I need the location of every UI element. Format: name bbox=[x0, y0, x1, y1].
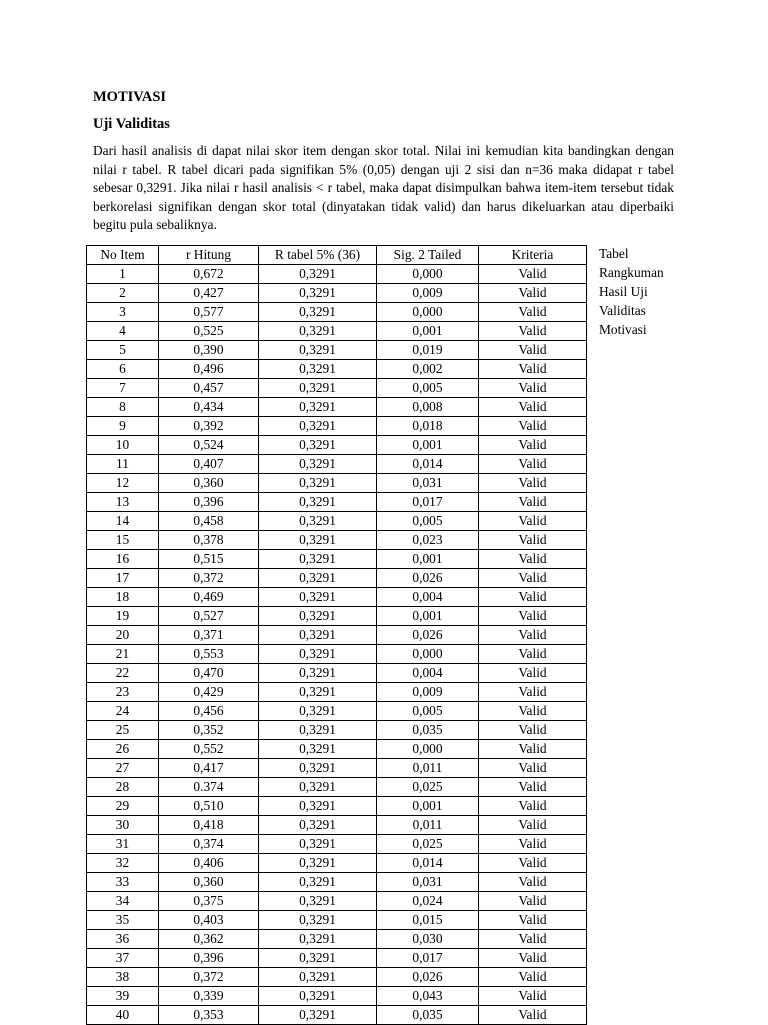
cell-r-tabel: 0,3291 bbox=[259, 265, 377, 284]
cell-kriteria: Valid bbox=[479, 987, 587, 1006]
cell-r-hitung: 0,353 bbox=[159, 1006, 259, 1025]
header-sig: Sig. 2 Tailed bbox=[377, 246, 479, 265]
cell-item-number: 5 bbox=[87, 341, 159, 360]
cell-sig-2-tailed: 0,008 bbox=[377, 398, 479, 417]
cell-item-number: 7 bbox=[87, 379, 159, 398]
cell-item-number: 8 bbox=[87, 398, 159, 417]
cell-r-tabel: 0,3291 bbox=[259, 398, 377, 417]
cell-r-hitung: 0,378 bbox=[159, 531, 259, 550]
cell-sig-2-tailed: 0,000 bbox=[377, 303, 479, 322]
cell-r-hitung: 0,396 bbox=[159, 493, 259, 512]
table-row bbox=[87, 759, 587, 778]
cell-r-hitung: 0,456 bbox=[159, 702, 259, 721]
cell-kriteria: Valid bbox=[479, 892, 587, 911]
cell-r-hitung: 0,372 bbox=[159, 569, 259, 588]
cell-r-tabel: 0,3291 bbox=[259, 417, 377, 436]
cell-item-number: 26 bbox=[87, 740, 159, 759]
cell-r-tabel: 0,3291 bbox=[259, 911, 377, 930]
header-kriteria: Kriteria bbox=[479, 246, 587, 265]
cell-sig-2-tailed: 0,024 bbox=[377, 892, 479, 911]
cell-r-tabel: 0,3291 bbox=[259, 778, 377, 797]
cell-r-hitung: 0,577 bbox=[159, 303, 259, 322]
table-row bbox=[87, 550, 587, 569]
table-row bbox=[87, 797, 587, 816]
cell-kriteria: Valid bbox=[479, 968, 587, 987]
cell-item-number: 39 bbox=[87, 987, 159, 1006]
section-subtitle: Uji Validitas bbox=[93, 116, 170, 132]
table-row bbox=[87, 360, 587, 379]
table-header-row bbox=[87, 246, 587, 265]
table-row bbox=[87, 569, 587, 588]
cell-sig-2-tailed: 0,018 bbox=[377, 417, 479, 436]
cell-r-tabel: 0,3291 bbox=[259, 968, 377, 987]
cell-kriteria: Valid bbox=[479, 664, 587, 683]
table-row bbox=[87, 683, 587, 702]
cell-sig-2-tailed: 0,005 bbox=[377, 379, 479, 398]
cell-kriteria: Valid bbox=[479, 721, 587, 740]
table-row bbox=[87, 721, 587, 740]
cell-kriteria: Valid bbox=[479, 398, 587, 417]
header-no-item: No Item bbox=[87, 246, 159, 265]
cell-r-hitung: 0,371 bbox=[159, 626, 259, 645]
table-row bbox=[87, 892, 587, 911]
table-row bbox=[87, 588, 587, 607]
cell-item-number: 33 bbox=[87, 873, 159, 892]
cell-sig-2-tailed: 0,017 bbox=[377, 949, 479, 968]
cell-sig-2-tailed: 0,009 bbox=[377, 683, 479, 702]
cell-kriteria: Valid bbox=[479, 911, 587, 930]
cell-r-tabel: 0,3291 bbox=[259, 816, 377, 835]
cell-sig-2-tailed: 0,043 bbox=[377, 987, 479, 1006]
cell-item-number: 17 bbox=[87, 569, 159, 588]
cell-sig-2-tailed: 0,017 bbox=[377, 493, 479, 512]
cell-sig-2-tailed: 0,035 bbox=[377, 1006, 479, 1025]
cell-item-number: 37 bbox=[87, 949, 159, 968]
table-row bbox=[87, 322, 587, 341]
cell-kriteria: Valid bbox=[479, 341, 587, 360]
cell-r-hitung: 0,496 bbox=[159, 360, 259, 379]
cell-item-number: 4 bbox=[87, 322, 159, 341]
table-row bbox=[87, 835, 587, 854]
header-r-tabel: R tabel 5% (36) bbox=[259, 246, 377, 265]
cell-r-hitung: 0,360 bbox=[159, 474, 259, 493]
table-row bbox=[87, 740, 587, 759]
cell-r-tabel: 0,3291 bbox=[259, 626, 377, 645]
cell-item-number: 34 bbox=[87, 892, 159, 911]
table-row bbox=[87, 968, 587, 987]
cell-r-hitung: 0,374 bbox=[159, 835, 259, 854]
table-row bbox=[87, 455, 587, 474]
cell-r-tabel: 0,3291 bbox=[259, 569, 377, 588]
cell-sig-2-tailed: 0,023 bbox=[377, 531, 479, 550]
cell-kriteria: Valid bbox=[479, 816, 587, 835]
cell-r-hitung: 0,457 bbox=[159, 379, 259, 398]
cell-r-tabel: 0,3291 bbox=[259, 854, 377, 873]
cell-item-number: 10 bbox=[87, 436, 159, 455]
cell-sig-2-tailed: 0,031 bbox=[377, 474, 479, 493]
cell-sig-2-tailed: 0,030 bbox=[377, 930, 479, 949]
cell-r-hitung: 0,360 bbox=[159, 873, 259, 892]
cell-kriteria: Valid bbox=[479, 854, 587, 873]
cell-r-tabel: 0,3291 bbox=[259, 474, 377, 493]
cell-sig-2-tailed: 0,009 bbox=[377, 284, 479, 303]
table-row bbox=[87, 664, 587, 683]
cell-kriteria: Valid bbox=[479, 702, 587, 721]
table-row bbox=[87, 512, 587, 531]
cell-sig-2-tailed: 0,004 bbox=[377, 664, 479, 683]
cell-r-hitung: 0,407 bbox=[159, 455, 259, 474]
cell-item-number: 1 bbox=[87, 265, 159, 284]
cell-r-hitung: 0,515 bbox=[159, 550, 259, 569]
cell-r-hitung: 0,470 bbox=[159, 664, 259, 683]
table-row bbox=[87, 930, 587, 949]
table-row bbox=[87, 379, 587, 398]
section-title: MOTIVASI bbox=[93, 89, 167, 105]
cell-r-tabel: 0,3291 bbox=[259, 740, 377, 759]
cell-r-tabel: 0,3291 bbox=[259, 873, 377, 892]
cell-kriteria: Valid bbox=[479, 265, 587, 284]
cell-r-tabel: 0,3291 bbox=[259, 721, 377, 740]
cell-r-hitung: 0,524 bbox=[159, 436, 259, 455]
cell-sig-2-tailed: 0,015 bbox=[377, 911, 479, 930]
cell-sig-2-tailed: 0,026 bbox=[377, 569, 479, 588]
cell-sig-2-tailed: 0,004 bbox=[377, 588, 479, 607]
cell-item-number: 21 bbox=[87, 645, 159, 664]
cell-kriteria: Valid bbox=[479, 379, 587, 398]
cell-sig-2-tailed: 0,000 bbox=[377, 740, 479, 759]
cell-r-tabel: 0,3291 bbox=[259, 930, 377, 949]
cell-r-hitung: 0,396 bbox=[159, 949, 259, 968]
cell-sig-2-tailed: 0,001 bbox=[377, 607, 479, 626]
cell-r-hitung: 0,427 bbox=[159, 284, 259, 303]
cell-kriteria: Valid bbox=[479, 607, 587, 626]
cell-kriteria: Valid bbox=[479, 740, 587, 759]
cell-r-hitung: 0,390 bbox=[159, 341, 259, 360]
cell-sig-2-tailed: 0,014 bbox=[377, 455, 479, 474]
cell-kriteria: Valid bbox=[479, 759, 587, 778]
cell-sig-2-tailed: 0,026 bbox=[377, 626, 479, 645]
cell-r-tabel: 0,3291 bbox=[259, 341, 377, 360]
cell-kriteria: Valid bbox=[479, 284, 587, 303]
cell-kriteria: Valid bbox=[479, 930, 587, 949]
cell-item-number: 18 bbox=[87, 588, 159, 607]
cell-kriteria: Valid bbox=[479, 512, 587, 531]
table-row bbox=[87, 436, 587, 455]
table-row bbox=[87, 778, 587, 797]
cell-kriteria: Valid bbox=[479, 322, 587, 341]
cell-item-number: 28 bbox=[87, 778, 159, 797]
cell-kriteria: Valid bbox=[479, 949, 587, 968]
cell-kriteria: Valid bbox=[479, 474, 587, 493]
cell-r-tabel: 0,3291 bbox=[259, 664, 377, 683]
cell-item-number: 6 bbox=[87, 360, 159, 379]
cell-r-hitung: 0,552 bbox=[159, 740, 259, 759]
cell-item-number: 19 bbox=[87, 607, 159, 626]
cell-item-number: 40 bbox=[87, 1006, 159, 1025]
cell-r-tabel: 0,3291 bbox=[259, 531, 377, 550]
cell-r-tabel: 0,3291 bbox=[259, 303, 377, 322]
cell-r-tabel: 0,3291 bbox=[259, 987, 377, 1006]
cell-item-number: 12 bbox=[87, 474, 159, 493]
cell-r-hitung: 0,527 bbox=[159, 607, 259, 626]
table-row bbox=[87, 284, 587, 303]
cell-r-tabel: 0,3291 bbox=[259, 436, 377, 455]
cell-item-number: 25 bbox=[87, 721, 159, 740]
table-caption: Tabel Rangkuman Hasil Uji Validitas Motivasi bbox=[599, 246, 664, 337]
cell-r-tabel: 0,3291 bbox=[259, 493, 377, 512]
table-row bbox=[87, 702, 587, 721]
cell-kriteria: Valid bbox=[479, 303, 587, 322]
cell-item-number: 3 bbox=[87, 303, 159, 322]
cell-item-number: 31 bbox=[87, 835, 159, 854]
cell-r-hitung: 0,525 bbox=[159, 322, 259, 341]
cell-sig-2-tailed: 0,001 bbox=[377, 322, 479, 341]
cell-kriteria: Valid bbox=[479, 645, 587, 664]
cell-item-number: 32 bbox=[87, 854, 159, 873]
cell-r-hitung: 0,417 bbox=[159, 759, 259, 778]
cell-sig-2-tailed: 0,011 bbox=[377, 759, 479, 778]
table-row bbox=[87, 303, 587, 322]
cell-r-tabel: 0,3291 bbox=[259, 588, 377, 607]
cell-sig-2-tailed: 0,035 bbox=[377, 721, 479, 740]
cell-kriteria: Valid bbox=[479, 835, 587, 854]
cell-sig-2-tailed: 0,031 bbox=[377, 873, 479, 892]
cell-item-number: 14 bbox=[87, 512, 159, 531]
body-paragraph: Dari hasil analisis di dapat nilai skor item dengan skor total. Nilai ini kemudian kita bandingkan dengan nilai r tabel. R tabel dicari pada signifikan 5% (0,05) dengan uji 2 sisi dan n=36 maka didapat r tabel sebesar 0,3291. Jika nilai r hasil analisis < r tabel, maka dapat disimpulkan bahwa item-item tersebut tidak berkorelasi signifikan dengan skor total (dinyatakan tidak valid) dan harus dikeluarkan atau diperbaiki begitu pula sebaliknya. bbox=[93, 143, 674, 232]
cell-r-tabel: 0,3291 bbox=[259, 284, 377, 303]
cell-item-number: 29 bbox=[87, 797, 159, 816]
cell-item-number: 23 bbox=[87, 683, 159, 702]
cell-item-number: 9 bbox=[87, 417, 159, 436]
table-row bbox=[87, 816, 587, 835]
cell-r-hitung: 0,392 bbox=[159, 417, 259, 436]
cell-item-number: 20 bbox=[87, 626, 159, 645]
cell-item-number: 13 bbox=[87, 493, 159, 512]
cell-r-hitung: 0,372 bbox=[159, 968, 259, 987]
cell-r-tabel: 0,3291 bbox=[259, 512, 377, 531]
cell-kriteria: Valid bbox=[479, 455, 587, 474]
cell-kriteria: Valid bbox=[479, 683, 587, 702]
cell-kriteria: Valid bbox=[479, 873, 587, 892]
table-row bbox=[87, 417, 587, 436]
cell-r-tabel: 0,3291 bbox=[259, 949, 377, 968]
cell-sig-2-tailed: 0,005 bbox=[377, 702, 479, 721]
cell-sig-2-tailed: 0,014 bbox=[377, 854, 479, 873]
cell-r-hitung: 0,352 bbox=[159, 721, 259, 740]
cell-r-tabel: 0,3291 bbox=[259, 702, 377, 721]
cell-r-hitung: 0,375 bbox=[159, 892, 259, 911]
cell-r-hitung: 0,406 bbox=[159, 854, 259, 873]
table-row bbox=[87, 531, 587, 550]
cell-r-hitung: 0,362 bbox=[159, 930, 259, 949]
table-row bbox=[87, 1006, 587, 1025]
cell-item-number: 15 bbox=[87, 531, 159, 550]
header-r-hitung: r Hitung bbox=[159, 246, 259, 265]
cell-item-number: 24 bbox=[87, 702, 159, 721]
table-row bbox=[87, 911, 587, 930]
cell-r-tabel: 0,3291 bbox=[259, 607, 377, 626]
cell-r-tabel: 0,3291 bbox=[259, 360, 377, 379]
cell-r-tabel: 0,3291 bbox=[259, 455, 377, 474]
cell-sig-2-tailed: 0,011 bbox=[377, 816, 479, 835]
cell-sig-2-tailed: 0,025 bbox=[377, 778, 479, 797]
cell-r-tabel: 0,3291 bbox=[259, 322, 377, 341]
cell-r-tabel: 0,3291 bbox=[259, 759, 377, 778]
cell-r-tabel: 0,3291 bbox=[259, 835, 377, 854]
cell-r-tabel: 0,3291 bbox=[259, 892, 377, 911]
cell-r-hitung: 0,434 bbox=[159, 398, 259, 417]
cell-kriteria: Valid bbox=[479, 569, 587, 588]
cell-r-hitung: 0,458 bbox=[159, 512, 259, 531]
cell-sig-2-tailed: 0,001 bbox=[377, 797, 479, 816]
table-row bbox=[87, 645, 587, 664]
cell-item-number: 36 bbox=[87, 930, 159, 949]
table-body bbox=[87, 265, 587, 1025]
cell-r-hitung: 0,672 bbox=[159, 265, 259, 284]
table-row bbox=[87, 854, 587, 873]
cell-kriteria: Valid bbox=[479, 550, 587, 569]
cell-r-tabel: 0,3291 bbox=[259, 797, 377, 816]
cell-sig-2-tailed: 0,002 bbox=[377, 360, 479, 379]
table-row bbox=[87, 398, 587, 417]
cell-kriteria: Valid bbox=[479, 360, 587, 379]
cell-kriteria: Valid bbox=[479, 588, 587, 607]
cell-r-hitung: 0,339 bbox=[159, 987, 259, 1006]
cell-r-tabel: 0,3291 bbox=[259, 1006, 377, 1025]
table-row bbox=[87, 607, 587, 626]
cell-kriteria: Valid bbox=[479, 417, 587, 436]
cell-sig-2-tailed: 0,019 bbox=[377, 341, 479, 360]
cell-sig-2-tailed: 0,001 bbox=[377, 550, 479, 569]
cell-item-number: 22 bbox=[87, 664, 159, 683]
cell-item-number: 2 bbox=[87, 284, 159, 303]
cell-sig-2-tailed: 0,000 bbox=[377, 265, 479, 284]
cell-r-hitung: 0,418 bbox=[159, 816, 259, 835]
table-row bbox=[87, 493, 587, 512]
cell-kriteria: Valid bbox=[479, 778, 587, 797]
table-row bbox=[87, 949, 587, 968]
cell-r-hitung: 0,403 bbox=[159, 911, 259, 930]
cell-r-hitung: 0,469 bbox=[159, 588, 259, 607]
table-row bbox=[87, 626, 587, 645]
cell-kriteria: Valid bbox=[479, 797, 587, 816]
cell-sig-2-tailed: 0,025 bbox=[377, 835, 479, 854]
cell-sig-2-tailed: 0,000 bbox=[377, 645, 479, 664]
cell-item-number: 16 bbox=[87, 550, 159, 569]
validity-table bbox=[86, 245, 587, 1025]
cell-r-tabel: 0,3291 bbox=[259, 645, 377, 664]
cell-sig-2-tailed: 0,001 bbox=[377, 436, 479, 455]
cell-r-hitung: 0,553 bbox=[159, 645, 259, 664]
cell-r-tabel: 0,3291 bbox=[259, 379, 377, 398]
cell-item-number: 35 bbox=[87, 911, 159, 930]
cell-r-hitung: 0.374 bbox=[159, 778, 259, 797]
cell-kriteria: Valid bbox=[479, 1006, 587, 1025]
table-row bbox=[87, 341, 587, 360]
table-row bbox=[87, 987, 587, 1006]
cell-item-number: 38 bbox=[87, 968, 159, 987]
cell-item-number: 30 bbox=[87, 816, 159, 835]
cell-sig-2-tailed: 0,026 bbox=[377, 968, 479, 987]
cell-item-number: 27 bbox=[87, 759, 159, 778]
cell-kriteria: Valid bbox=[479, 626, 587, 645]
cell-kriteria: Valid bbox=[479, 436, 587, 455]
cell-r-hitung: 0,510 bbox=[159, 797, 259, 816]
table-row bbox=[87, 873, 587, 892]
table-row bbox=[87, 265, 587, 284]
cell-kriteria: Valid bbox=[479, 531, 587, 550]
cell-r-tabel: 0,3291 bbox=[259, 683, 377, 702]
cell-r-tabel: 0,3291 bbox=[259, 550, 377, 569]
table-row bbox=[87, 474, 587, 493]
cell-item-number: 11 bbox=[87, 455, 159, 474]
cell-sig-2-tailed: 0,005 bbox=[377, 512, 479, 531]
cell-r-hitung: 0,429 bbox=[159, 683, 259, 702]
cell-kriteria: Valid bbox=[479, 493, 587, 512]
